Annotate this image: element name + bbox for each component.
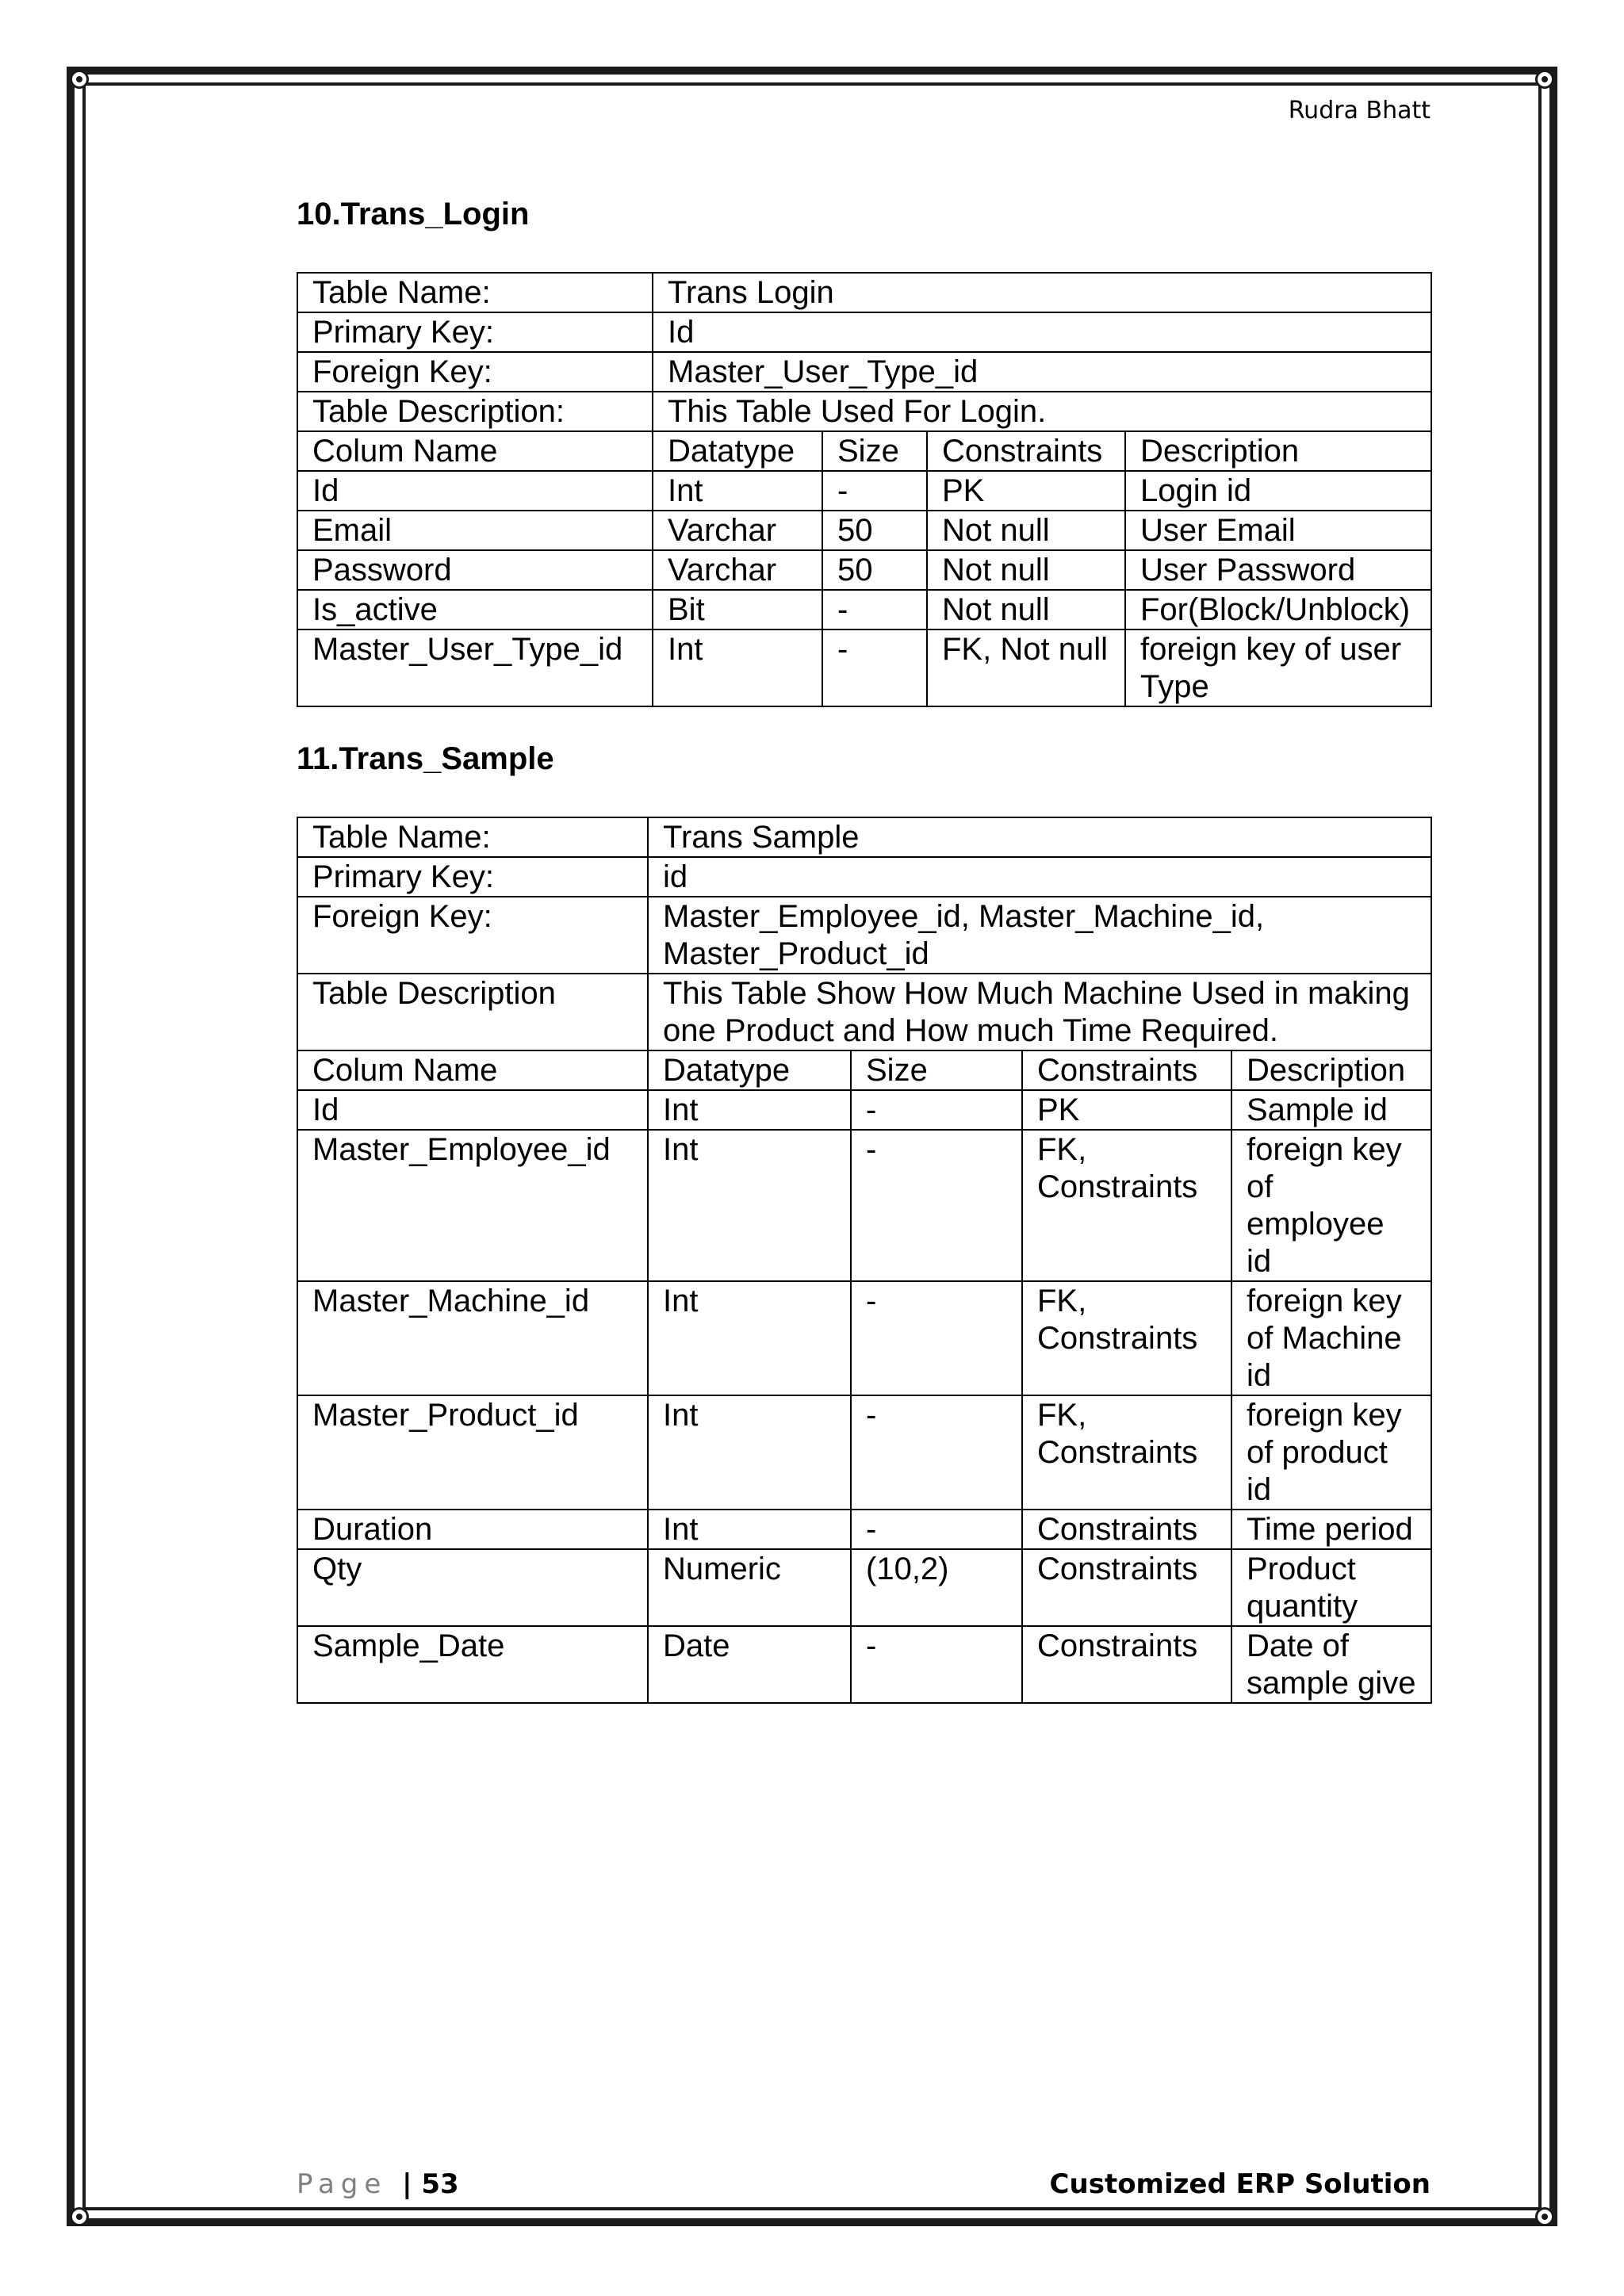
table-row (297, 471, 1431, 511)
corner-ornament-top-left (70, 70, 89, 89)
table-row (297, 1281, 1431, 1395)
table-cell: For(Block/Unblock) (1125, 590, 1431, 629)
table-cell: - (851, 1510, 1022, 1549)
column-header: Constraints (1022, 1050, 1231, 1090)
section-title-trans-sample: 11.Trans_Sample (297, 741, 554, 776)
table-cell: Qty (297, 1549, 648, 1626)
table-row (297, 550, 1431, 590)
column-header: Datatype (653, 431, 822, 471)
column-header: Datatype (648, 1050, 851, 1090)
meta-label: Foreign Key: (297, 897, 648, 974)
header-author: Rudra Bhatt (1288, 97, 1431, 124)
table-cell: Master_Product_id (297, 1395, 648, 1510)
table-cell: PK (927, 471, 1125, 511)
table-cell: Login id (1125, 471, 1431, 511)
trans-login-table (297, 272, 1432, 707)
table-row (297, 1130, 1431, 1281)
meta-value: Master_User_Type_id (653, 352, 1431, 392)
column-header: Constraints (927, 431, 1125, 471)
table-cell: 50 (822, 550, 927, 590)
footer-page-number: | 53 (402, 2168, 459, 2200)
table-cell: Not null (927, 511, 1125, 550)
table-cell: - (851, 1626, 1022, 1703)
table-cell: - (851, 1281, 1022, 1395)
table-cell: Varchar (653, 550, 822, 590)
meta-value: Id (653, 312, 1431, 352)
table-cell: Date of sample give (1231, 1626, 1431, 1703)
meta-row (297, 897, 1431, 974)
footer-page (297, 2168, 459, 2200)
table-row (297, 1549, 1431, 1626)
meta-row (297, 857, 1431, 897)
table-cell: Constraints (1022, 1510, 1231, 1549)
meta-label: Table Name: (297, 273, 653, 312)
table-cell: Sample_Date (297, 1626, 648, 1703)
meta-value: Trans Sample (648, 817, 1431, 857)
corner-ornament-top-right (1535, 70, 1554, 89)
table-cell: FK, Not null (927, 629, 1125, 706)
meta-row (297, 352, 1431, 392)
table-cell: Id (297, 1090, 648, 1130)
table-cell: foreign key of product id (1231, 1395, 1431, 1510)
column-header: Colum Name (297, 1050, 648, 1090)
meta-value: id (648, 857, 1431, 897)
table-cell: Int (653, 471, 822, 511)
table-cell: Numeric (648, 1549, 851, 1626)
meta-row (297, 817, 1431, 857)
meta-label: Foreign Key: (297, 352, 653, 392)
table-cell: Not null (927, 590, 1125, 629)
table-cell: Varchar (653, 511, 822, 550)
table-cell: foreign key of user Type (1125, 629, 1431, 706)
table-cell: Duration (297, 1510, 648, 1549)
table-cell: Int (648, 1281, 851, 1395)
section-title-trans-login: 10.Trans_Login (297, 197, 530, 232)
table-cell: Int (648, 1510, 851, 1549)
meta-row (297, 974, 1431, 1050)
table-cell: - (851, 1090, 1022, 1130)
meta-label: Primary Key: (297, 312, 653, 352)
meta-row (297, 392, 1431, 431)
table-cell: Not null (927, 550, 1125, 590)
table-cell: Sample id (1231, 1090, 1431, 1130)
table-cell: Int (648, 1130, 851, 1281)
table-cell: Time period (1231, 1510, 1431, 1549)
table-row (297, 1626, 1431, 1703)
table-row (297, 1090, 1431, 1130)
column-header: Description (1231, 1050, 1431, 1090)
table-cell: Constraints (1022, 1549, 1231, 1626)
table-cell: Date (648, 1626, 851, 1703)
table-cell: - (822, 590, 927, 629)
table-cell: Bit (653, 590, 822, 629)
footer-doc-title: Customized ERP Solution (1049, 2168, 1431, 2200)
table-row (297, 1510, 1431, 1549)
table-cell: Email (297, 511, 653, 550)
table-cell: - (822, 471, 927, 511)
column-header: Description (1125, 431, 1431, 471)
table-row (297, 1395, 1431, 1510)
table-cell: FK, Constraints (1022, 1395, 1231, 1510)
meta-label: Table Description (297, 974, 648, 1050)
trans-sample-table (297, 817, 1432, 1704)
table-cell: Is_active (297, 590, 653, 629)
table-cell: Int (653, 629, 822, 706)
corner-ornament-bottom-left (70, 2207, 89, 2226)
meta-value: This Table Show How Much Machine Used in making one Product and How much Time Required. (648, 974, 1431, 1050)
table-cell: foreign key of Machine id (1231, 1281, 1431, 1395)
table-cell: FK, Constraints (1022, 1130, 1231, 1281)
meta-row (297, 312, 1431, 352)
table-cell: foreign key of employee id (1231, 1130, 1431, 1281)
table-cell: Master_User_Type_id (297, 629, 653, 706)
table-cell: Constraints (1022, 1626, 1231, 1703)
meta-value: Trans Login (653, 273, 1431, 312)
meta-row (297, 273, 1431, 312)
meta-label: Primary Key: (297, 857, 648, 897)
column-header: Size (851, 1050, 1022, 1090)
column-header: Colum Name (297, 431, 653, 471)
table-cell: User Password (1125, 550, 1431, 590)
table-row (297, 629, 1431, 706)
table-cell: (10,2) (851, 1549, 1022, 1626)
meta-label: Table Description: (297, 392, 653, 431)
column-header: Size (822, 431, 927, 471)
table-cell: Id (297, 471, 653, 511)
table-cell: Master_Employee_id (297, 1130, 648, 1281)
table-cell: User Email (1125, 511, 1431, 550)
footer-page-label: Page (297, 2168, 388, 2200)
table-cell: FK, Constraints (1022, 1281, 1231, 1395)
column-header-row (297, 431, 1431, 471)
column-header-row (297, 1050, 1431, 1090)
table-cell: PK (1022, 1090, 1231, 1130)
table-cell: Int (648, 1395, 851, 1510)
table-cell: Int (648, 1090, 851, 1130)
table-row (297, 511, 1431, 550)
table-cell: Master_Machine_id (297, 1281, 648, 1395)
corner-ornament-bottom-right (1535, 2207, 1554, 2226)
meta-value: Master_Employee_id, Master_Machine_id, Master_Product_id (648, 897, 1431, 974)
meta-value: This Table Used For Login. (653, 392, 1431, 431)
table-cell: - (851, 1130, 1022, 1281)
table-row (297, 590, 1431, 629)
table-cell: Product quantity (1231, 1549, 1431, 1626)
table-cell: Password (297, 550, 653, 590)
table-cell: - (851, 1395, 1022, 1510)
table-cell: 50 (822, 511, 927, 550)
meta-label: Table Name: (297, 817, 648, 857)
table-cell: - (822, 629, 927, 706)
